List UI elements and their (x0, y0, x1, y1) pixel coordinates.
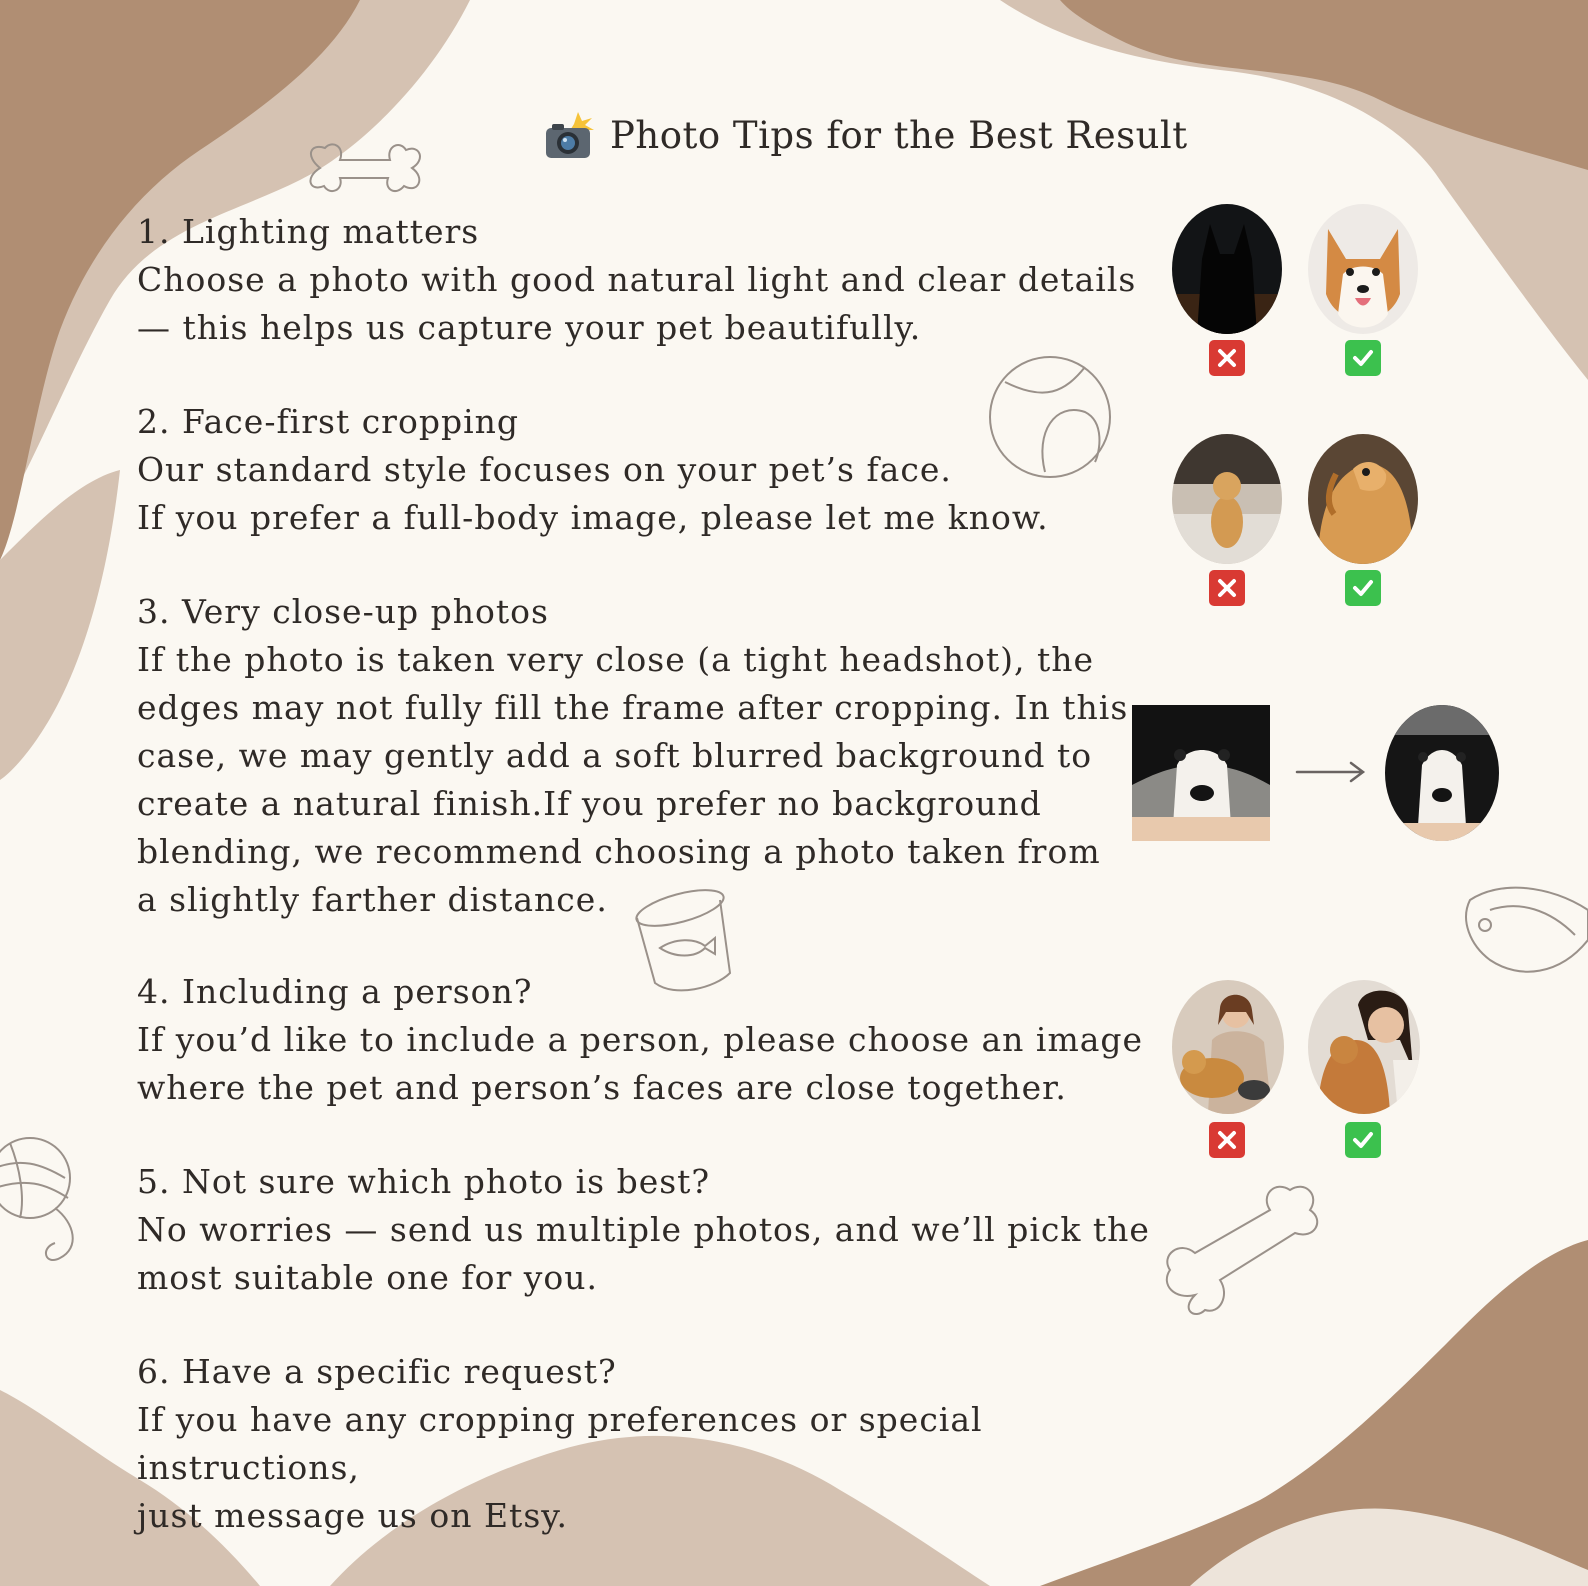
check-mark-icon (1345, 1122, 1381, 1158)
cross-mark-icon (1209, 1122, 1245, 1158)
corgi-photo (1308, 204, 1418, 334)
tip-heading: 6. Have a specific request? (137, 1352, 617, 1391)
dark-dog-photo (1172, 204, 1282, 334)
collar-doodle-icon (1460, 880, 1588, 990)
yarn-ball-doodle-icon (0, 1128, 80, 1278)
bone-doodle-icon (300, 138, 430, 198)
tip-heading: 2. Face-first cropping (137, 402, 520, 441)
tip-4 (137, 968, 1157, 1112)
tip-body: No worries — send us multiple photos, and we’ll pick the most suitable one for you. (137, 1210, 1150, 1297)
tip-5 (137, 1158, 1157, 1302)
woman-with-dog-close-photo (1308, 980, 1420, 1114)
tip-body: Choose a photo with good natural light and clear details — this helps us capture your pet beautifully. (137, 260, 1137, 347)
cropped-puppy-photo (1385, 705, 1499, 841)
closeup-puppy-photo (1132, 705, 1270, 841)
tip-body: If the photo is taken very close (a tight headshot), the edges may not fully fill the frame after cropping. In this case, we may gently add a soft blurred background to create a natural finish.If you prefer no background blending, we recommend choosing a photo taken from a slightly farther distance. (137, 640, 1129, 919)
tip-6 (137, 1348, 1157, 1540)
check-mark-icon (1345, 570, 1381, 606)
tip-heading: 3. Very close-up photos (137, 592, 549, 631)
tip-2 (137, 398, 1157, 542)
tip-body: If you’d like to include a person, please choose an image where the pet and person’s faces are close together. (137, 1020, 1144, 1107)
tip-heading: 5. Not sure which photo is best? (137, 1162, 711, 1201)
golden-puppy-face-photo (1308, 434, 1418, 564)
tip-1 (137, 208, 1157, 352)
puppy-full-body-photo (1172, 434, 1282, 564)
tip-heading: 4. Including a person? (137, 972, 533, 1011)
cross-mark-icon (1209, 570, 1245, 606)
cross-mark-icon (1209, 340, 1245, 376)
tip-body: Our standard style focuses on your pet’s face. If you prefer a full-body image, please let me know. (137, 450, 1049, 537)
tip-heading: 1. Lighting matters (137, 212, 480, 251)
tip-3 (137, 588, 1157, 924)
bone-doodle-2-icon (1155, 1175, 1325, 1335)
page-title: Photo Tips for the Best Result (610, 114, 1188, 157)
right-arrow-icon (1295, 760, 1367, 784)
camera-with-flash-icon (544, 112, 596, 162)
check-mark-icon (1345, 340, 1381, 376)
tip-body: If you have any cropping preferences or special instructions, just message us on Etsy. (137, 1400, 983, 1535)
woman-with-dog-far-photo (1172, 980, 1284, 1114)
